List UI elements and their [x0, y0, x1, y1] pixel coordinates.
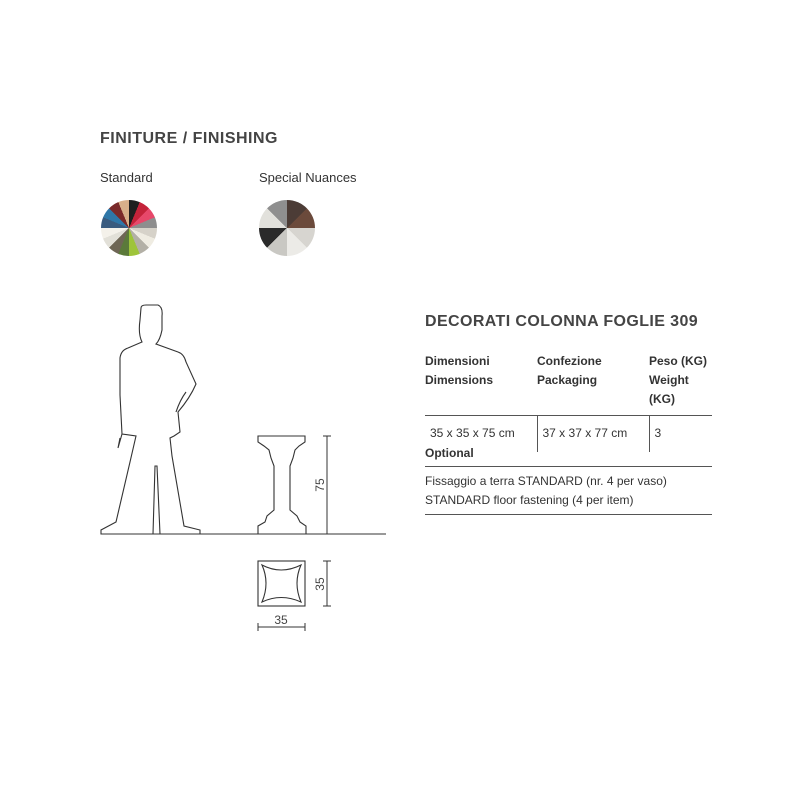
dimensions-value: 35 x 35 x 75 cm	[425, 416, 537, 452]
special-nuances-color-wheel	[259, 200, 315, 256]
depth-dimension-label: 35	[313, 577, 327, 591]
spec-table	[425, 352, 712, 452]
column-side-view	[258, 436, 306, 534]
standard-label: Standard	[100, 170, 153, 185]
width-dimension-label: 35	[274, 613, 288, 627]
dimensions-header: Dimensioni Dimensions	[425, 352, 537, 416]
human-silhouette	[101, 305, 200, 534]
packaging-header: Confezione Packaging	[537, 352, 649, 416]
standard-color-wheel	[101, 200, 157, 256]
special-nuances-label: Special Nuances	[259, 170, 357, 185]
height-dimension-label: 75	[313, 478, 327, 492]
optional-description	[425, 472, 712, 515]
weight-value: 3	[654, 426, 662, 440]
packaging-value: 37 x 37 x 77 cm	[537, 416, 649, 452]
technical-drawing	[0, 290, 400, 640]
optional-line-en: STANDARD floor fastening (4 per item)	[425, 493, 634, 507]
spec-header-row	[425, 352, 712, 416]
column-top-view	[258, 561, 305, 606]
weight-header: Peso (KG) Weight (KG)	[649, 352, 712, 416]
optional-title: Optional	[425, 446, 712, 467]
optional-line-it: Fissaggio a terra STANDARD (nr. 4 per vaso)	[425, 474, 667, 488]
product-title: DECORATI COLONNA FOGLIE 309	[425, 313, 699, 330]
finishing-title: FINITURE / FINISHING	[100, 130, 278, 147]
